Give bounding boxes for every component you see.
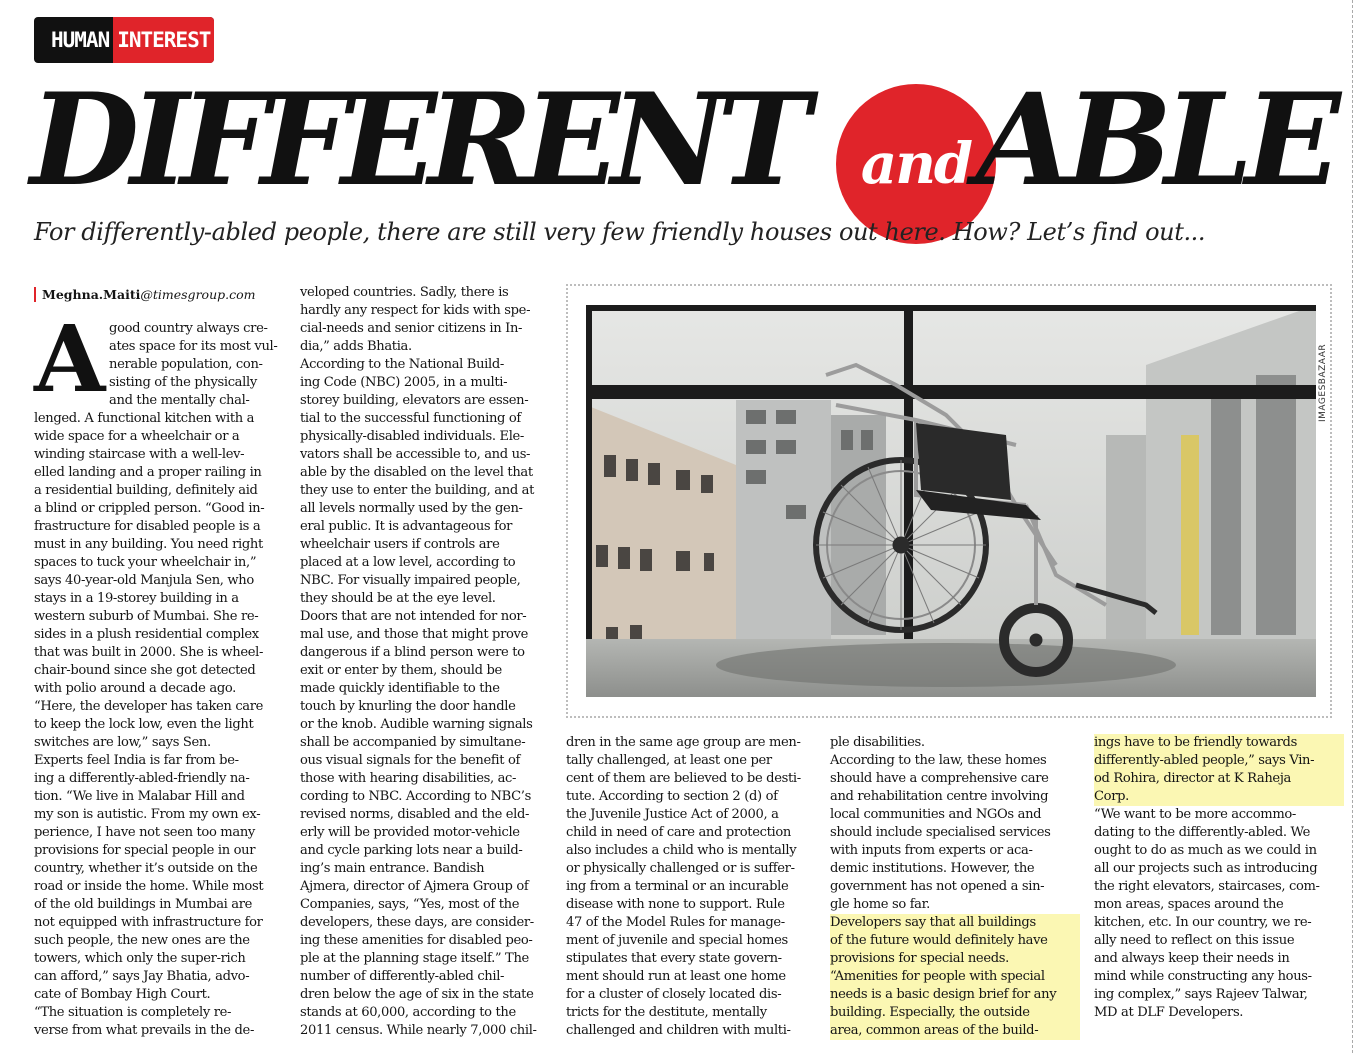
- standfirst: For differently-abled people, there are still very few friendly houses out here. How? Let’s find out...: [34, 218, 1206, 246]
- article-column-1: [34, 305, 284, 1040]
- photo-credit: IMAGESBAZAAR: [1318, 343, 1328, 422]
- article-column-4: [830, 734, 1080, 1040]
- byline-email: @timesgroup.com: [140, 287, 256, 302]
- wheelchair-illustration: [586, 305, 1316, 697]
- kicker-human: HUMAN: [51, 28, 110, 52]
- column-4-text: ple disabilities. According to the law, these homes should have a comprehensive care and rehabilitation centre involving local communities and NGOs and should include specialised services with inputs from experts or aca- demic institutions. However, the government has not opened a sin- gle home so far.: [830, 735, 1051, 912]
- headline: [30, 60, 1340, 220]
- article-column-2: [300, 284, 550, 1040]
- column-5-text: “We want to be more accommo- dating to the differently-abled. We ought to do as much as we could in all our projects such as introducing the right elevators, staircases, com- mon areas, spaces around the kitchen, etc. In our country, we re- ally need to reflect on this issue and always keep their needs in mind while constructing any hous- ing complex,” says Rajeev Talwar, MD at DLF Developers.: [1094, 807, 1320, 1020]
- column-3-text: dren in the same age group are men- tally challenged, at least one per cent of them are believed to be desti- tute. According to section 2 (d) of the Juvenile Justice Act of 2000, a child in need of care and protection also includes a child who is mentally or physically challenged or is suffer- ing from a terminal or an incurable disease with none to support. Rule 47 of the Model Rules for manage- ment of juvenile and special homes stipulates that every state govern- ment should run at least one home for a cluster of closely located dis- tricts for the destitute, mentally challenged and children with multi-: [566, 735, 801, 1038]
- headline-word-different: DIFFERENT: [30, 66, 802, 214]
- column-1-text: good country always cre- ates space for its most vul- nerable population, con- sisting of the physically and the mentally chal- lenged. A functional kitchen with a wide space for a wheelchair or a winding staircase with a well-lev- elled landing and a proper railing in a residential building, definitely aid a blind or crippled person. “Good in- frastructure for disabled people is a must in any building. You need right spaces to tuck your wheelchair in,” says 40-year-old Manjula Sen, who stays in a 19-storey building in a western suburb of Mumbai. She re- sides in a plush residential complex that was built in 2000. She is wheel- chair-bound since she got detected with polio around a decade ago. “Here, the developer has taken care to keep the lock low, even the light switches are low,” says Sen. Experts feel India is far from be- ing a differently-abled-friendly na- tion. “We live in Malabar Hill and my son is autistic. From my own ex- perience, I have not seen too many provisions for special people in our country, whether it’s outside on the road or inside the home. While most of the old buildings in Mumbai are not equipped with infrastructure for such people, the new ones are the towers, which only the super-rich can afford,” says Jay Bhatia, advo- cate of Bombay High Court. “The situation is completely re- verse from what prevails in the de-: [34, 321, 278, 1038]
- column-2-text: veloped countries. Sadly, there is hardly any respect for kids with spe- cial-needs and senior citizens in In- dia,” adds Bhatia. According to the National Build- ing Code (NBC) 2005, in a multi- storey building, elevators are essen- tial to the successful functioning of physically-disabled individuals. Ele- vators shall be accessible to, and us- able by the disabled on the level that they use to enter the building, and at all levels normally used by the gen- eral public. It is advantageous for wheelchair users if controls are placed at a low level, according to NBC. For visually impaired people, they should be at the eye level. Doors that are not intended for nor- mal use, and those that might prove dangerous if a blind person were to exit or enter by them, should be made quickly identifiable to the touch by knurling the door handle or the knob. Audible warning signals shall be accompanied by simultane- ous visual signals for the benefit of those with hearing disabilities, ac- cording to NBC. According to NBC’s revised norms, disabled and the eld- erly will be provided motor-vehicle and cycle parking lots near a build- ing’s main entrance. Bandish Ajmera, director of Ajmera Group of Companies, says, “Yes, most of the developers, these days, are consider- ing these amenities for disabled peo- ple at the planning stage itself.” The number of differently-abled chil- dren below the age of six in the state stands at 60,000, according to the 2011 census. While nearly 7,000 chil-: [300, 285, 537, 1038]
- article-column-5: [1094, 734, 1344, 1022]
- highlighted-quote-part-2: ings have to be friendly towards differently-abled people,” says Vin- od Rohira, director at K Raheja Corp.: [1094, 734, 1344, 806]
- byline-name: Meghna.Maiti: [42, 287, 141, 302]
- section-kicker: [34, 17, 214, 63]
- kicker-interest: INTEREST: [113, 17, 214, 63]
- wheelchair-photo: [586, 305, 1316, 697]
- page-edge-divider: [1352, 0, 1354, 1053]
- drop-cap: A: [34, 305, 106, 413]
- article-column-3: [566, 734, 816, 1040]
- headline-word-able: ABLE: [976, 66, 1333, 214]
- headline-and-badge: and: [836, 84, 996, 244]
- highlighted-quote-part-1: Developers say that all buildings of the future would definitely have provisions for special needs. “Amenities for people with special needs is a basic design brief for any building. Especially, the outside area, common areas of the build-: [830, 914, 1080, 1040]
- byline: [34, 287, 255, 302]
